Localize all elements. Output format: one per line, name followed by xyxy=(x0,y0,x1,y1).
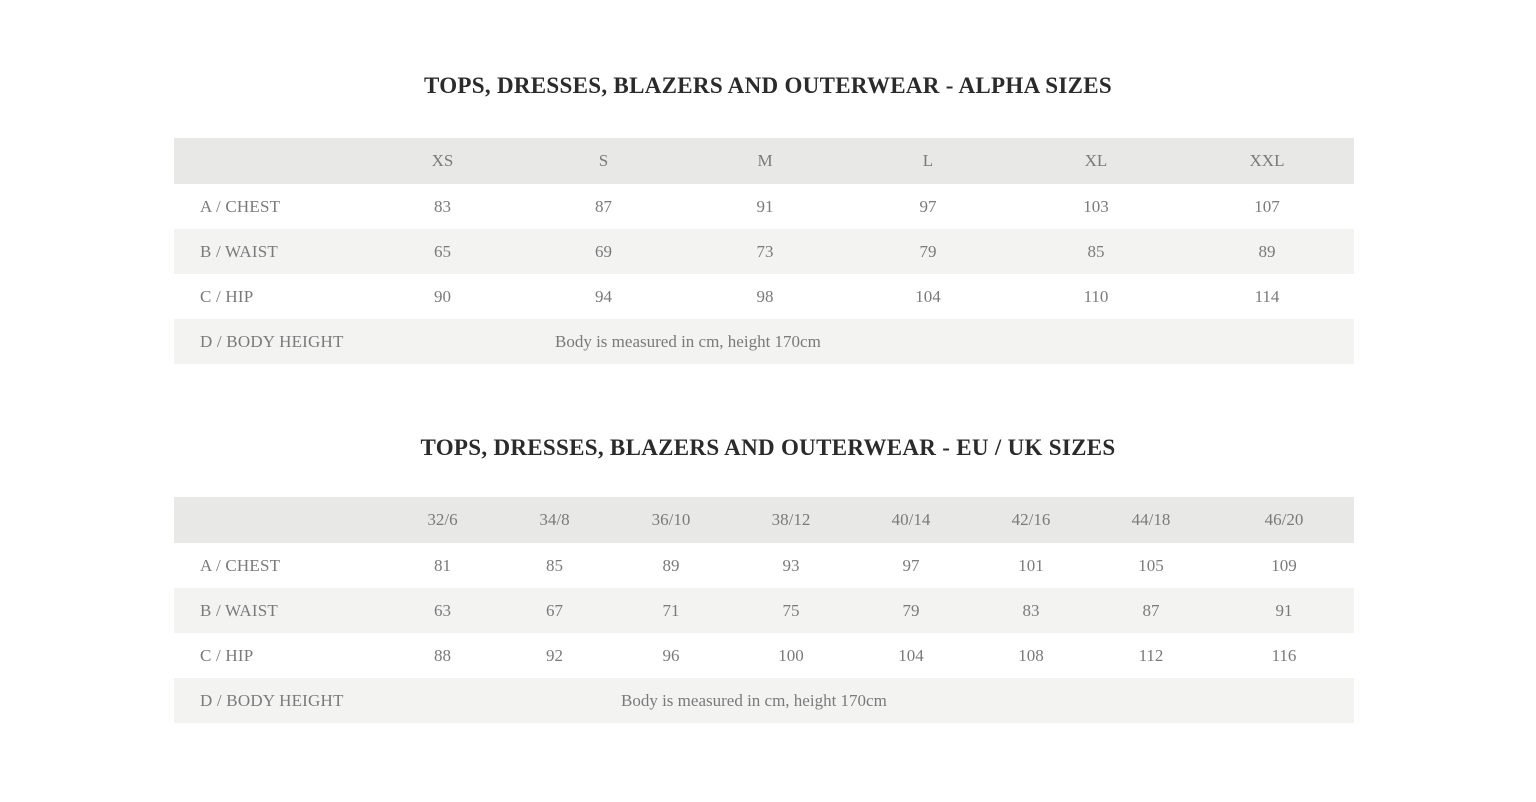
row-label: B / WAIST xyxy=(200,600,278,620)
size-header: 36/10 xyxy=(651,510,691,529)
row-label: D / BODY HEIGHT xyxy=(200,690,344,710)
measurement-cell: 79 xyxy=(919,241,937,261)
size-header: 40/14 xyxy=(891,510,931,529)
measurement-cell: 101 xyxy=(1018,555,1044,575)
size-header: 46/20 xyxy=(1264,510,1304,529)
size-header: XXL xyxy=(1249,151,1285,170)
measurement-cell: 67 xyxy=(546,600,563,620)
size-header-row xyxy=(174,497,1354,543)
row-label: A / CHEST xyxy=(200,196,281,216)
measurement-cell: 87 xyxy=(595,196,612,216)
body-height-note: Body is measured in cm, height 170cm xyxy=(555,331,821,351)
size-header: S xyxy=(598,151,609,170)
size-header: XS xyxy=(431,151,454,170)
measurement-cell: 83 xyxy=(434,196,451,216)
measurement-cell: 97 xyxy=(919,196,937,216)
measurement-cell: 97 xyxy=(902,555,920,575)
measurement-cell: 109 xyxy=(1271,555,1297,575)
measurement-cell: 104 xyxy=(915,286,941,306)
row-label: A / CHEST xyxy=(200,555,281,575)
row-label: C / HIP xyxy=(200,645,254,665)
measurement-cell: 94 xyxy=(595,286,612,306)
measurement-cell: 90 xyxy=(434,286,451,306)
size-header: L xyxy=(922,151,934,170)
measurement-cell: 91 xyxy=(756,196,774,216)
body-height-row xyxy=(174,319,1354,364)
measurement-cell: 89 xyxy=(1258,241,1276,261)
measurement-cell: 85 xyxy=(546,555,563,575)
size-header: 32/6 xyxy=(427,510,458,529)
measurement-cell: 91 xyxy=(1275,600,1293,620)
size-header: 38/12 xyxy=(771,510,811,529)
measurement-cell: 87 xyxy=(1142,600,1160,620)
row-label: C / HIP xyxy=(200,286,254,306)
measurement-cell: 88 xyxy=(434,645,451,665)
waist-row xyxy=(174,229,1354,274)
measurement-cell: 108 xyxy=(1018,645,1044,665)
measurement-cell: 103 xyxy=(1083,196,1109,216)
alpha-sizes-title: TOPS, DRESSES, BLAZERS AND OUTERWEAR - ALPHA SIZES xyxy=(424,73,1112,98)
measurement-cell: 75 xyxy=(782,600,800,620)
measurement-cell: 92 xyxy=(546,645,563,665)
size-header: 42/16 xyxy=(1011,510,1051,529)
measurement-cell: 69 xyxy=(595,241,612,261)
size-header: 34/8 xyxy=(539,510,570,529)
measurement-cell: 65 xyxy=(434,241,451,261)
measurement-cell: 100 xyxy=(778,645,804,665)
header-corner xyxy=(174,497,384,543)
measurement-cell: 83 xyxy=(1022,600,1040,620)
measurement-cell: 85 xyxy=(1087,241,1105,261)
header-corner xyxy=(174,138,364,184)
measurement-cell: 63 xyxy=(434,600,451,620)
row-label: B / WAIST xyxy=(200,241,278,261)
chest-row xyxy=(174,543,1354,588)
measurement-cell: 89 xyxy=(662,555,680,575)
hip-row xyxy=(174,274,1354,319)
measurement-cell: 96 xyxy=(662,645,680,665)
body-height-note: Body is measured in cm, height 170cm xyxy=(621,690,887,710)
hip-row xyxy=(174,633,1354,678)
size-header-row xyxy=(174,138,1354,184)
waist-row xyxy=(174,588,1354,633)
measurement-cell: 114 xyxy=(1254,286,1280,306)
chest-row xyxy=(174,184,1354,229)
measurement-cell: 71 xyxy=(662,600,680,620)
measurement-cell: 112 xyxy=(1138,645,1164,665)
measurement-cell: 79 xyxy=(902,600,920,620)
alpha-size-table xyxy=(174,138,1354,364)
measurement-cell: 116 xyxy=(1271,645,1297,665)
eu-uk-size-table xyxy=(174,497,1354,723)
measurement-cell: 105 xyxy=(1138,555,1164,575)
measurement-cell: 73 xyxy=(756,241,774,261)
body-height-row xyxy=(174,678,1354,723)
measurement-cell: 81 xyxy=(434,555,451,575)
measurement-cell: 104 xyxy=(898,645,924,665)
size-header: XL xyxy=(1084,151,1108,170)
eu-uk-sizes-title: TOPS, DRESSES, BLAZERS AND OUTERWEAR - EU / UK SIZES xyxy=(420,435,1116,460)
measurement-cell: 107 xyxy=(1254,196,1280,216)
measurement-cell: 110 xyxy=(1083,286,1109,306)
size-header: M xyxy=(757,151,773,170)
measurement-cell: 98 xyxy=(756,286,774,306)
size-header: 44/18 xyxy=(1131,510,1171,529)
measurement-cell: 93 xyxy=(782,555,800,575)
row-label: D / BODY HEIGHT xyxy=(200,331,344,351)
